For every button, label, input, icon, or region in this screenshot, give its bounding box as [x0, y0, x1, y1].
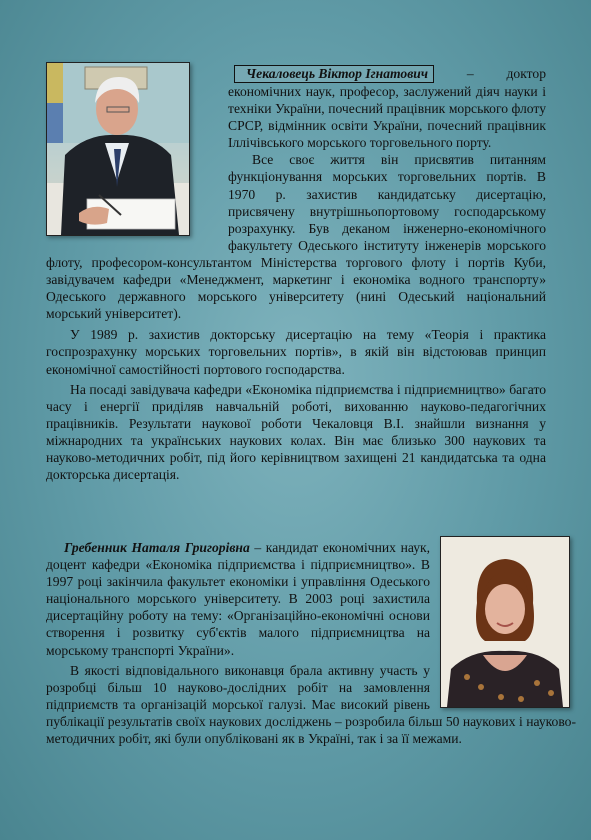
photo-spacer — [46, 65, 228, 247]
bio-chekalovets — [46, 65, 546, 483]
bio-grebennik-intro-text: – кандидат економічних наук, доцент кафедри «Економіка підприємства і підприємництво». В 1997 році закінчила факультет економіки і управління Одеського національного морського університету. В 2003 році захистила дисертаційну роботу на тему: «Організаційно-економічні основи створення і розвитку суб'єктів малого підприємництва на морському транспорті України». — [46, 540, 430, 658]
bio-chekalovets-intro-text: – доктор економічних наук, професор, заслужений діяч науки і техніки України, почесний працівник морського флоту СРСР, відмінник освіти України, почесний працівник Іллічівського морського торговельного порту. — [228, 66, 546, 151]
bio-chekalovets-paragraph-2: У 1989 р. захистив докторську дисертацію на тему «Теорія і практика госпрозрахунку морських торговельних портів», в якій він відстоював принцип економічної самостійності портового господарства. — [46, 327, 546, 377]
bio-chekalovets-paragraph-3: На посаді завідувача кафедри «Економіка підприємства і підприємництво» багато часу і енергії приділяв навчальній роботі, вихованню науково-педагогічних працівників. Результати наукової роботи Чекаловця В.І. знайшли визнання у міжнародних та українських наукових колах. Він має близько 300 наукових та науково-методичних робіт, під його керівництвом захищені 21 кандидатська та одна докторська дисертація. — [46, 381, 546, 483]
bio-grebennik — [46, 539, 576, 747]
photo-spacer — [430, 539, 576, 703]
bio-chekalovets-paragraph-1: Все своє життя він присвятив питанням функціонування морських торговельних портів. В 1970 р. захистив кандидатську дисертацію, присвячену внутрішньопортовому господарському розрахунку. Був деканом інженерно-економічного факультету Одеського інституту інженерів морського флоту, професором-консультантом Міністерства торгового флоту і портів Куби, завідувачем кафедри «Менеджмент, маркетинг і економіка водного транспорту» Одеського державного морського університету (нині Одеський національний морський університет). — [46, 152, 546, 322]
person-name-chekalovets: Чекаловець Віктор Ігнатович — [234, 65, 434, 83]
bio-grebennik-paragraph-1: В якості відповідального виконавця брала активну участь у розробці більш 10 науково-дослідних робіт на замовлення підприємств та організацій морської галузі. Має високий рівень публікації результатів своїх наукових досліджень – розробила більш 50 наукових і науково-методичних робіт, які були опубліковані як в Україні, так і за її межами. — [46, 662, 576, 747]
person-name-grebennik: Гребенник Наталя Григорівна — [64, 540, 250, 555]
